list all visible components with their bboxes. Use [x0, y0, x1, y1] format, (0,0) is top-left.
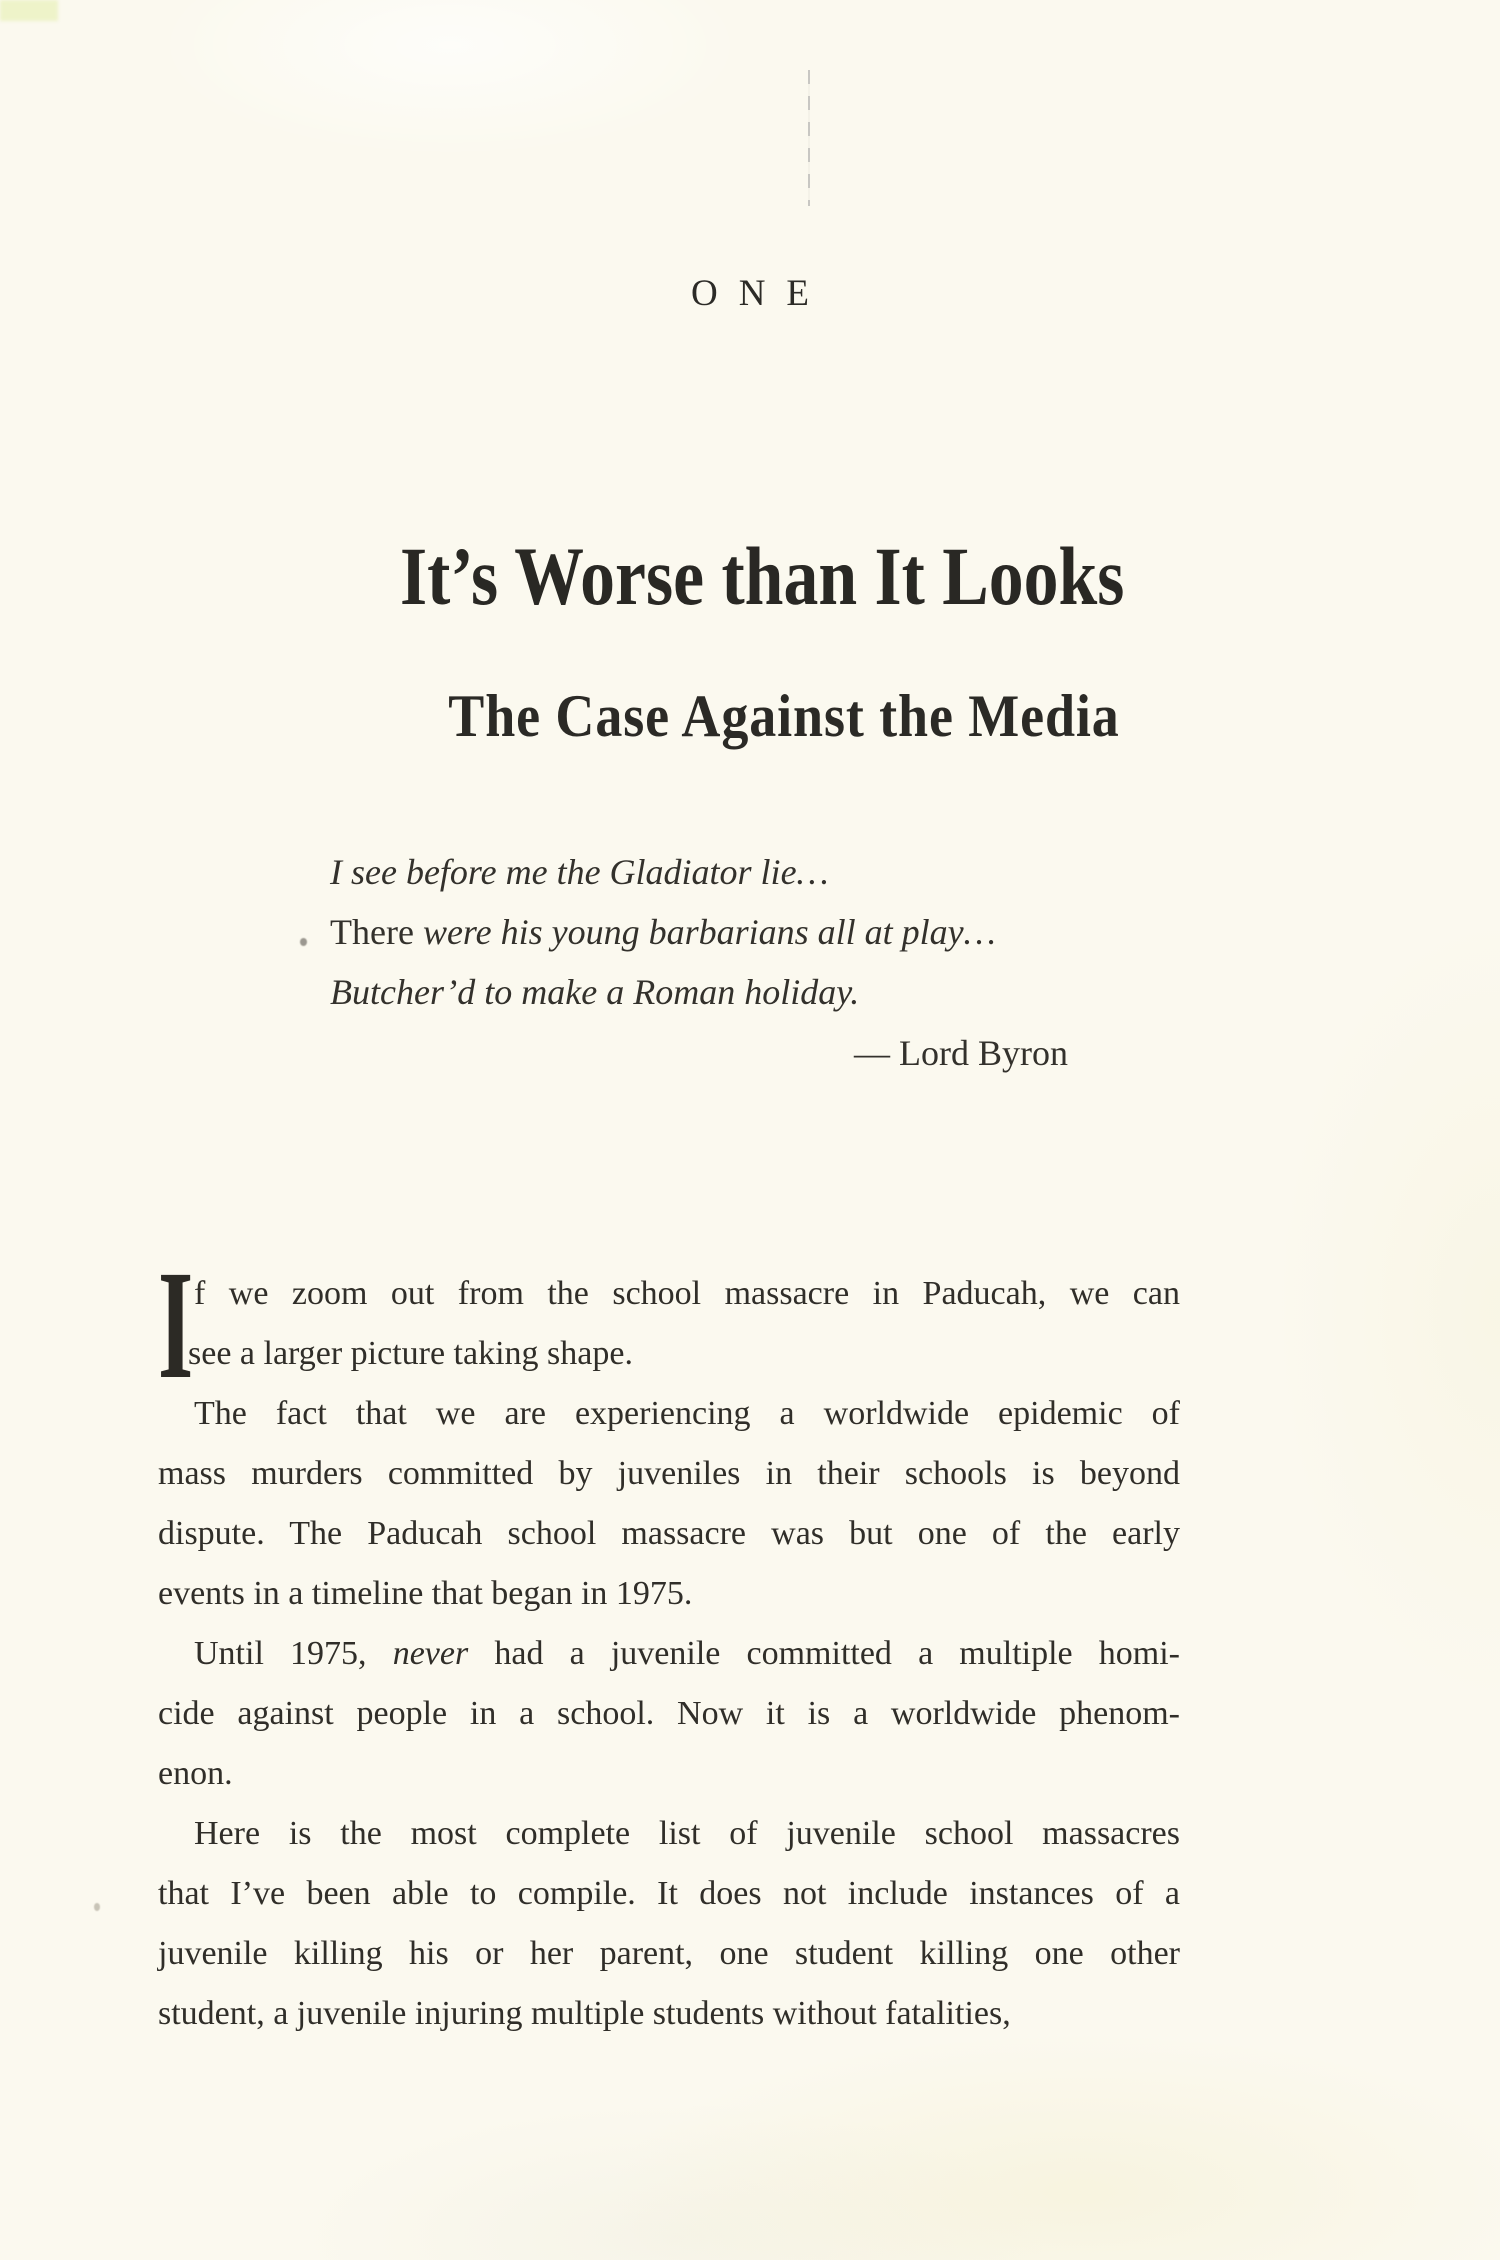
body-line: juvenile killing his or her parent, one student killing one other	[158, 1935, 1180, 1972]
body-line: f we zoom out from the school massacre in Paducah, we can	[194, 1275, 1180, 1312]
body-line: mass murders committed by juveniles in their schools is beyond	[158, 1455, 1180, 1492]
body-line-segment: had a juvenile committed a multiple homi-	[468, 1635, 1180, 1672]
scan-dot-artifact	[300, 938, 307, 946]
epigraph	[330, 842, 1230, 1085]
body-line: that I’ve been able to compile. It does not include instances of a	[158, 1875, 1180, 1912]
paragraph-3	[158, 1624, 1180, 1804]
body-line-segment: Until 1975,	[194, 1635, 393, 1672]
body-line	[158, 1624, 1180, 1684]
chapter-title-text: It’s Worse than It Looks	[399, 530, 1125, 622]
body-line: The fact that we are experiencing a worldwide epidemic of	[194, 1395, 1180, 1432]
body-line: student, a juvenile injuring multiple students without fatalities,	[158, 1995, 1011, 2032]
epigraph-attribution: — Lord Byron	[854, 1033, 1068, 1073]
chapter-title	[0, 528, 1500, 624]
body-line: events in a timeline that began in 1975.	[158, 1575, 693, 1612]
scan-corner-artifact	[0, 0, 58, 21]
body-line: Here is the most complete list of juvenile school massacres	[194, 1815, 1180, 1852]
epigraph-line-2-italic: were his young barbarians all at play…	[413, 912, 996, 952]
chapter-subtitle	[0, 682, 1500, 751]
paragraph-1	[158, 1238, 1180, 1411]
body-line: see a larger picture taking shape.	[188, 1335, 633, 1372]
epigraph-line-3: Butcher’d to make a Roman holiday.	[330, 972, 860, 1012]
body-line: cide against people in a school. Now it is a worldwide phenom-	[158, 1695, 1180, 1732]
epigraph-line-2	[330, 902, 1230, 962]
paragraph-4	[158, 1804, 1180, 2044]
scan-hairline-artifact	[808, 70, 810, 206]
body-line: dispute. The Paducah school massacre was but one of the early	[158, 1515, 1180, 1552]
scan-dot-artifact	[94, 1903, 100, 1911]
chapter-number: ONE	[690, 273, 831, 314]
body-line-emphasis: never	[392, 1635, 469, 1672]
body-text	[158, 1238, 1180, 2044]
body-line: enon.	[158, 1755, 233, 1792]
paragraph-2	[158, 1384, 1180, 1624]
epigraph-line-2-roman: There	[330, 912, 414, 952]
epigraph-line-1: I see before me the Gladiator lie…	[330, 852, 829, 892]
drop-cap: I	[158, 1238, 194, 1411]
chapter-subtitle-text: The Case Against the Media	[448, 683, 1120, 749]
